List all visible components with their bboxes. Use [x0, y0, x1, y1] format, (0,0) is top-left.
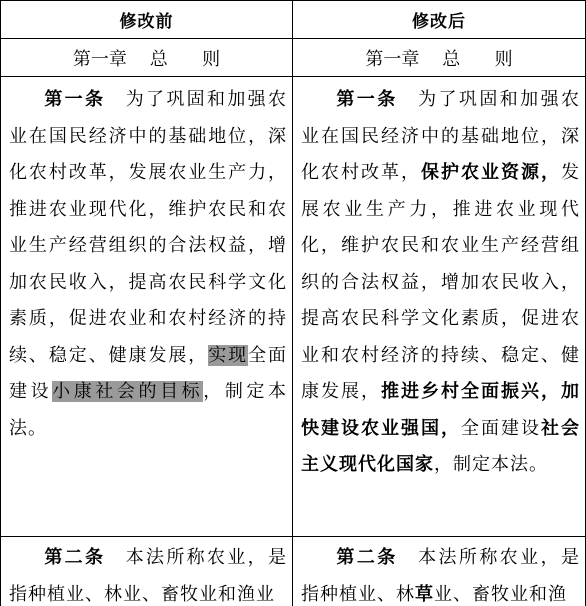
article2-before-text: 本法所称农业，是指种植业、林业、畜牧业和渔业 [9, 547, 287, 605]
article1-after-added-2: 推进乡村全面振兴，加快建设农业强国， [301, 381, 580, 439]
article1-after-added-3: 社会主义现代化国家 [301, 417, 580, 475]
article2-after-added: 草 [415, 583, 434, 605]
article2-before [9, 540, 287, 606]
article1-after-label: 第一条 [335, 89, 398, 110]
article2-after-label: 第二条 [335, 547, 398, 568]
article2-after-text: 本法所称农业，是指种植业、林 [301, 547, 580, 605]
chapter-title-after: 第一章 总 则 [365, 48, 513, 70]
article2-before-label: 第二条 [43, 547, 106, 568]
article1-before-highlight-2: 小康社会的目标 [52, 381, 204, 402]
article1-before-text-3: ，制定本法。 [9, 381, 287, 439]
table-border-left [0, 0, 1, 606]
article1-after-text-2: 发展农业生产力，推进农业现代化，维护农民和农业生产经营组织的合法权益，增加农民收入，提高农民科学文化素质，促进农业和农村经济的持续、稳定、健康发展， [301, 162, 580, 402]
article1-before-text: 为了巩固和加强农业在国民经济中的基础地位，深化农村改革，发展农业生产力，推进农业现代化，维护农民和农业生产经营组织的合法权益，增加农民收入，提高农民科学文化素质，促进农业和农村经济的持续、稳定、健康发展， [9, 89, 287, 366]
article1-after-text: 为了巩固和加强农业在国民经济中的基础地位，深化农村改革， [301, 89, 580, 183]
article2-after-text-2: 业、畜牧业和渔 [434, 583, 567, 605]
header-after: 修改后 [412, 11, 466, 32]
article2-after [301, 540, 580, 606]
chapter-divider [0, 76, 586, 77]
article1-before-label: 第一条 [43, 89, 106, 110]
article1-before-text-2: 全面建设 [9, 344, 287, 402]
article1-after-text-3: 全面建设 [461, 417, 541, 439]
column-divider [292, 0, 293, 606]
article1-after-text-4: ，制定本法。 [434, 454, 548, 475]
chapter-title-before: 第一章 总 则 [72, 48, 221, 70]
header-before: 修改前 [119, 11, 174, 32]
article1-before-highlight-1: 实现 [208, 344, 249, 366]
article-divider [0, 536, 586, 537]
article1-after [301, 82, 580, 532]
article1-before [9, 82, 287, 532]
article1-after-added-1: 保护农业资源， [421, 162, 561, 183]
